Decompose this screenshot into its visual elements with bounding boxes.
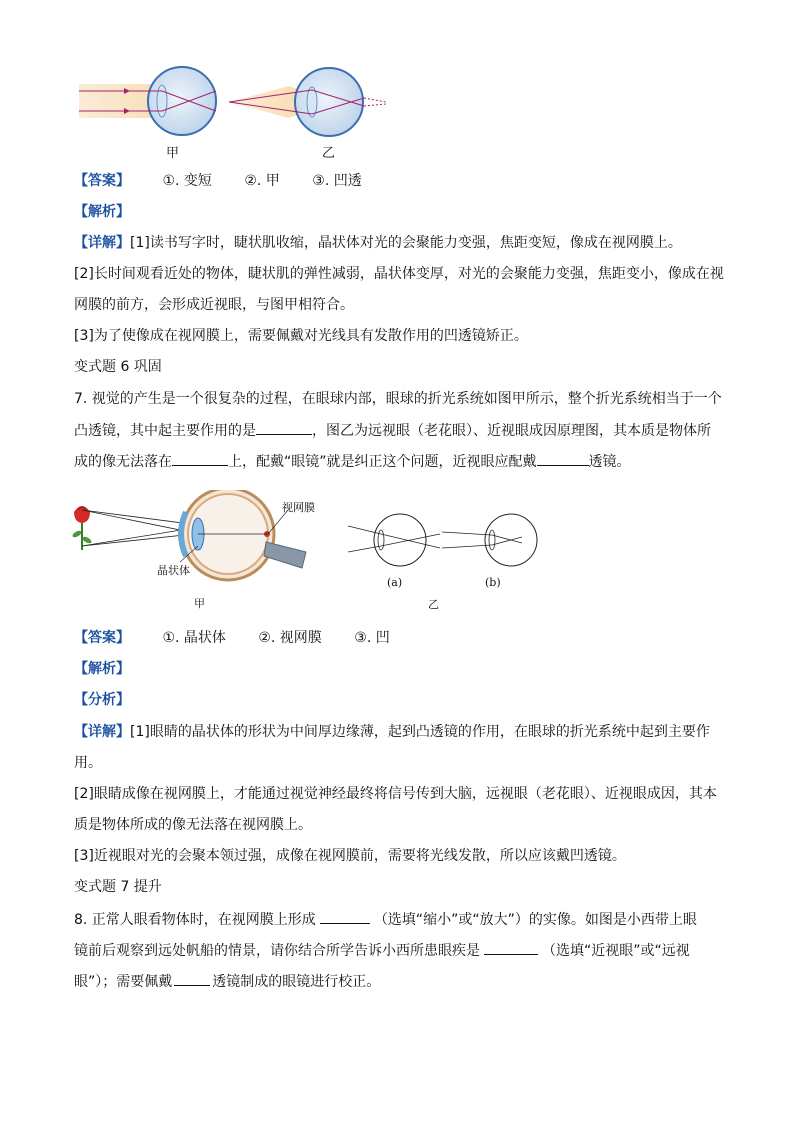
figure-label-b: (b) — [485, 576, 501, 589]
detail-line-6-1 — [74, 233, 682, 253]
answer-option-1: ①. 变短 — [162, 173, 212, 189]
answer-option-1: ①. 晶状体 — [162, 630, 226, 646]
question-text: （选填“缩小”或“放大”）的实像。如图是小西带上眼 — [373, 912, 697, 928]
analysis-heading-7: 【解析】 — [74, 661, 130, 677]
rose-icon — [71, 506, 92, 550]
variant-heading-7: 变式题 7 提升 — [74, 879, 162, 895]
answer-line-6 — [74, 171, 362, 191]
figure-label-jia: 甲 — [166, 146, 180, 161]
detail-tag: 【详解】 — [74, 724, 130, 740]
question-7-line-3 — [74, 451, 631, 472]
answer-blank[interactable] — [320, 909, 370, 924]
question-8-line-2 — [74, 940, 690, 961]
question-text: （选填“近视眼”或“远视 — [542, 943, 690, 959]
retina-label: 视网膜 — [282, 501, 315, 514]
answer-blank[interactable] — [174, 971, 210, 986]
eye-diagram-jia-yi — [74, 62, 404, 162]
question-text: ，图乙为远视眼（老花眼）、近视眼成因原理图，其本质是物体所 — [312, 423, 711, 439]
figure-label-yi: 乙 — [322, 146, 336, 161]
detail-text: [1]读书写字时，睫状肌收缩，晶状体对光的会聚能力变强，焦距变短，像成在视网膜上。 — [130, 235, 682, 251]
question-7-line-2 — [74, 420, 711, 441]
answer-blank[interactable] — [256, 420, 312, 435]
detail-text: [1]眼睛的晶状体的形状为中间厚边缘薄，起到凸透镜的作用，在眼球的折光系统中起到主要作 — [130, 724, 710, 740]
detail-line-7-3: [2]眼睛成像在视网膜上，才能通过视觉神经最终将信号传到大脑，远视眼（老花眼）、近视眼成因，其本 — [74, 786, 717, 802]
eye-jia-figure — [79, 67, 216, 135]
question-8-line-1 — [74, 909, 697, 930]
detail-line-6-4: [3]为了使像成在视网膜上，需要佩戴对光线具有发散作用的凹透镜矫正。 — [74, 328, 528, 344]
answer-blank[interactable] — [172, 451, 228, 466]
figure-label-yi-2: 乙 — [428, 598, 439, 611]
question-text: 透镜制成的眼镜进行校正。 — [212, 974, 381, 990]
myopia-diagram-b — [442, 514, 537, 566]
question-7-line-1: 7. 视觉的产生是一个很复杂的过程，在眼球内部，眼球的折光系统如图甲所示，整个折光系统相当于一个 — [74, 391, 722, 407]
eye-yi-figure — [229, 68, 386, 136]
answer-blank[interactable] — [537, 451, 589, 466]
answer-option-3: ③. 凹 — [354, 630, 390, 646]
detail-line-6-2: [2]长时间观看近处的物体，睫状肌的弹性减弱，晶状体变厚，对光的会聚能力变强，焦距变小，像成在视 — [74, 266, 724, 282]
answer-tag: 【答案】 — [74, 630, 130, 646]
detail-line-7-5: [3]近视眼对光的会聚本领过强，成像在视网膜前，需要将光线发散，所以应该戴凹透镜。 — [74, 848, 626, 864]
hyperopia-diagram-a — [348, 514, 440, 566]
question-text: 8. 正常人眼看物体时，在视网膜上形成 — [74, 912, 316, 928]
question-text: 上，配戴“眼镜”就是纠正这个问题，近视眼应配戴 — [228, 454, 537, 470]
question-8-line-3 — [74, 971, 380, 992]
answer-blank[interactable] — [484, 940, 538, 955]
answer-option-3: ③. 凹透 — [312, 173, 362, 189]
figure-label-a: (a) — [387, 576, 403, 589]
detail-line-7-4: 质是物体所成的像无法落在视网膜上。 — [74, 817, 312, 833]
detail-line-7-2: 用。 — [74, 755, 102, 771]
analysis-heading-6: 【解析】 — [74, 204, 130, 220]
question-text: 眼”）；需要佩戴 — [74, 974, 173, 990]
answer-option-2: ②. 甲 — [244, 173, 280, 189]
answer-tag: 【答案】 — [74, 173, 130, 189]
question-text: 凸透镜，其中起主要作用的是 — [74, 423, 256, 439]
question-text: 透镜。 — [588, 454, 631, 470]
analysis-subheading-7: 【分析】 — [74, 692, 130, 708]
question-text: 成的像无法落在 — [74, 454, 172, 470]
detail-tag: 【详解】 — [74, 235, 130, 251]
answer-option-2: ②. 视网膜 — [258, 630, 322, 646]
question-text: 镜前后观察到远处帆船的情景，请你结合所学告诉小西所患眼疾是 — [74, 943, 480, 959]
answer-line-7 — [74, 628, 390, 648]
detail-line-7-1 — [74, 722, 710, 742]
figure-label-jia-2: 甲 — [194, 597, 205, 610]
lens-label: 晶状体 — [157, 564, 190, 577]
detail-line-6-3: 网膜的前方，会形成近视眼，与图甲相符合。 — [74, 297, 354, 313]
variant-heading-6: 变式题 6 巩固 — [74, 359, 162, 375]
